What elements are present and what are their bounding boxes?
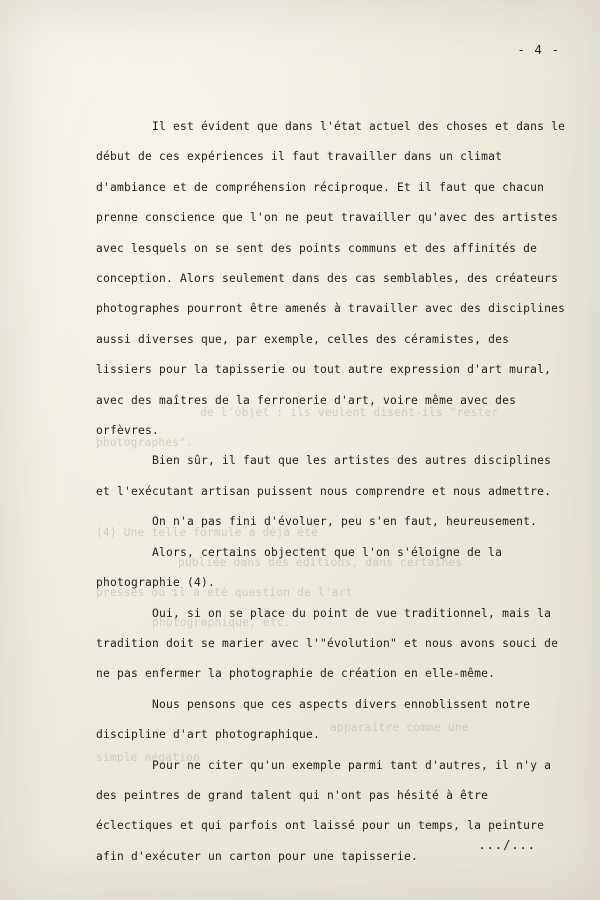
paragraph: Il est évident que dans l'état actuel des choses et dans le début de ces expériences il faut travailler dans un climat d'ambiance et de compréhension réciproque. Et il faut que chacun prenne conscience que l'on ne peut travailler qu'avec des artistes avec lesquels on se sent des points communs et des affinités de conception. Alors seulement dans des cas semblables, des créateurs photographes pourront être amenés à travailler avec des disciplines aussi diverses que, par exemple, celles des céramistes, des lissiers pour la tapisserie ou tout autre expression d'art mural, avec des maîtres de la ferronerie d'art, voire même avec des orfèvres. [96, 120, 566, 438]
show-through-line: simple négation [96, 751, 201, 764]
show-through-line: presses où il a été question de l'art [96, 586, 353, 599]
show-through-line: apparaître comme une [330, 721, 469, 734]
page-number: - 4 - [517, 42, 560, 57]
document-body [96, 112, 566, 872]
show-through-line: de l'objet : ils veulent disent-ils "rester [200, 406, 499, 419]
show-through-line: photographes". [96, 436, 194, 449]
paragraph: Alors, certains objectent que l'on s'éloigne de la photographie (4). [96, 545, 503, 590]
paragraph: Nous pensons que ces aspects divers ennoblissent notre discipline d'art photographique. [96, 697, 531, 742]
show-through-line: publiée dans des éditions, dans certaines [178, 556, 463, 569]
paragraph: Bien sûr, il faut que les artistes des autres disciplines et l'exécutant artisan puissent nous comprendre et nous admettre. [96, 454, 552, 498]
paragraph: Pour ne citer qu'un exemple parmi tant d'autres, il n'y a des peintres de grand talent qui n'ont pas hésité à être éclectiques et qui parfois ont laissé pour un temps, la peinture afin d'exécuter un carton pour une tapisserie. [96, 758, 552, 863]
paragraph: Oui, si on se place du point de vue traditionnel, mais la tradition doit se marier avec l'"évolution" et nous avons souci de ne pas enfermer la photographie de création en elle-même. [96, 606, 559, 681]
show-through-line: photographique, etc. [152, 616, 291, 629]
footer-continuation-mark: .../... [478, 838, 536, 852]
show-through-line: (4) Une telle formule a déjà été [96, 526, 318, 539]
paragraph: On n'a pas fini d'évoluer, peu s'en faut, heureusement. [152, 515, 538, 529]
